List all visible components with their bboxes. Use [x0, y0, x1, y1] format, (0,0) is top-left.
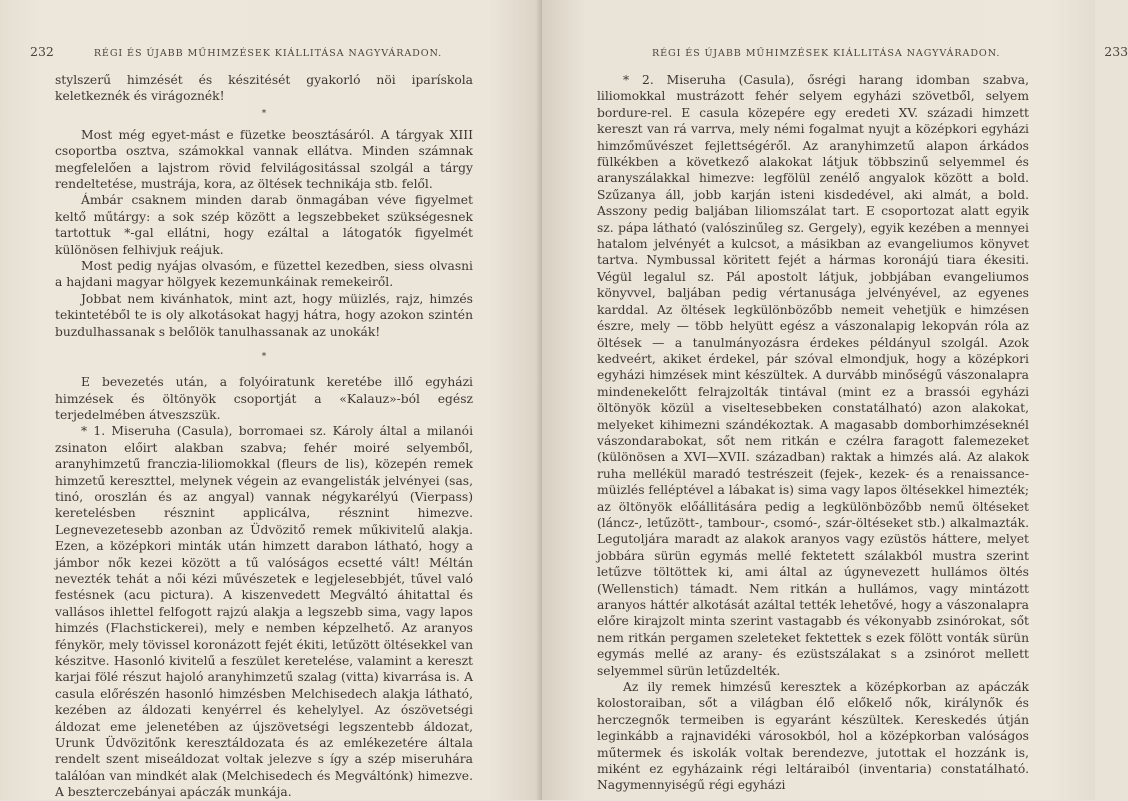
right-page-number: 233: [1104, 44, 1128, 59]
paragraph: Most még egyet-mást e füzetke beosztásáról. A tárgyak XIII csoportba osztva, számokkal vannak ellátva. Minden számnak megfelelően a lajstrom rövid felvilágositással szolgál a tárgy rendeltetése, mustrája, kora, az öltések technikája stb. felől.: [55, 127, 473, 192]
left-running-head-text: RÉGI ÉS ÚJABB MŰHIMZÉSEK KIÁLLITÁSA NAGYVÁRADON.: [93, 48, 443, 59]
right-running-head: [652, 44, 1128, 59]
paragraph: Most pedig nyájas olvasóm, e füzettel kezedben, siess olvasni a hajdani magyar hölgyek kezemunkáinak remekeiről.: [55, 259, 473, 290]
paragraph: * 1. Miseruha (Casula), borromaei sz. Károly által a milanói zsinaton előirt alakban szabva; fehér moiré selyemből, aranyhimzetű franczia-liliomokkal (fleurs de lis), közepén remek himzetű kereszttel, melynek végein az evangelisták jelvényei (sas, tinó, oroszlán és az angyal) vannak négykarélyú (Vierpass) keretelésben résznint applicálva, résznint himezve. Legnevezetesebb azonban az Üdvözitő remek műkivitelű alakja. Ezen, a középkori minták után himzett darabon látható, hogy a jámbor nők kezei között a tű valóságos ecsetté vált! Méltán nevezték tehát a női kézi művészetek e legjelesebbjét, tűvel való festésnek (acu pictura). A kiszenvedett Megváltó áhitattal és vallásos ihlettel felfogott rajzú alakja a legszebb sima, vagy lapos himzés (Flachstickerei), mely e nemben képzelhető. Az aranyos fénykör, mely tövissel koronázott fejét ékiti, letűzött öltésekkel van készitve. Hasonló kivitelű a feszület keretelése, valamint a kereszt karjai fölé részut hajoló aranyhimzetű szalag (vitta) kivarrása is. A casula előrészén hasonló himzésben Melchisedech alakja látható, kezében az áldozati kenyérrel és kehelylyel. Az ószövetségi áldozat eme jelenetében az újszövetségi legszentebb áldozat, Urunk Üdvözitőnk keresztáldozata és az emlékezetére általa rendelt szent miseáldozat voltak jelezve s így a szép miseruhára találóan van mindkét alak (Melchisedech és Megváltónk) himezve. A beszterczebányai apáczák munkája.: [55, 424, 473, 800]
right-running-head-text: RÉGI ÉS ÚJABB MŰHIMZÉSEK KIÁLLITÁSA NAGYVÁRADON.: [652, 48, 1001, 59]
paragraph: Az ily remek himzésű keresztek a középkorban az apáczák kolostoraiban, sőt a világban élő előkelő nők, királynők és herczegnők termeiben is egyaránt készültek. Kereskedés útján leginkább a rajnavidéki városokból, hol a középkorban valóságos műtermek és iskolák voltak berendezve, jutottak el hozzánk is, miként ez egyházaink régi leltáraiból (inventaria) constatálható. Nagymennyiségű régi egyházi: [597, 680, 1029, 793]
section-asterisk: *: [261, 352, 267, 363]
left-page: [0, 0, 542, 800]
left-running-head: [30, 44, 442, 59]
left-page-body: [55, 72, 473, 801]
paragraph: Ámbár csaknem minden darab önmagában véve figyelmet keltő műtárgy: a sok szép között a legszebbeket szükségesnek tartottuk *-gal ellátni, hogy ezáltal a látogatók figyelmét különösen felhivjuk reájuk.: [55, 193, 473, 257]
right-page: [542, 0, 1128, 800]
left-page-number: 232: [30, 44, 54, 59]
right-page-body: [597, 72, 1029, 794]
paragraph: stylszerű himzését és készitését gyakorló nöi iparískola keletkeznék és virágoznék!: [55, 73, 473, 104]
paragraph: * 2. Miseruha (Casula), ősrégi harang idomban szabva, liliomokkal mustrázott fehér selyem egyházi szövetből, selyem bordure-rel. E casula közepére egy eredeti XV. századi himzett kereszt van rá varrva, mely némi fogalmat nyujt a középkori egyházi himzőművészet fejlettségéről. Az aranyhimzetű alapon árkádos fülkékben a következő alakokat látjuk többszinű selyemmel és aranyszálakkal himezve: legfölül zenélő angyalok között a bold. Szűzanya áll, jobb karján isteni kisdedével, aki almát, a bold. Asszony pedig baljában liliomszálat tart. E csoportozat alatt egyik sz. pápa látható (valószinűleg sz. Gergely), egyik kezében a mennyei hatalom jelvényét a kulcsot, a másikban az evangeliumos könyvet tartva. Nymbussal köritett fejét a hármas koronájú tiara ékesiti. Végül legalul sz. Pál apostolt látjuk, jobbjában evangeliumos könyvvel, baljában pedig vértanusága jelvényével, az egyenes karddal. Az öltések legkülönbözőbb nemeit vehetjük e himzésen észre, mely — több helyütt egész a vászonalapig lekopván róla az öltések — a tanulmányozásra érdekes példányul szolgál. Azok kedveért, akiket érdekel, pár szóval elmondjuk, hogy a középkori egyházi himzések mint készültek. A durvább minőségű vászonalapra mindenekelőtt felrajzolták tintával (mint ez a brassói egyházi öltönyök közül a viseltesebbeken constatálható) azon alakokat, melyeket kihimezni szándékoztak. A magasabb domborhimzéseknél vászondarabokat, sőt nem ritkán e czélra faragott falemezeket (különösen a XVI—XVII. században) raktak a himzés alá. Az alakok ruha mellékül maradó testrészeit (fejek-, kezek- és a renaissance-müizlés felléptével a lábakat is) sima vagy lapos öltésekkel himezték; az öltönyök előállitására pedig a legkülönbözőbb nemű öltéseket (láncz-, letűzött-, tambour-, csomó-, szár-öltéseket stb.) alkalmazták. Legutoljára maradt az alakok aranyos vagy ezüstös háttere, melyet jobbára sürün egymás mellé fektetett szálakból mustra szerint letűzve töltöttek ki, ami által az úgynevezett hullámos öltés (Wellenstich) támadt. Nem ritkán a hullámos, vagy mintázott aranyos háttér alkotását azáltal tették lehetővé, hogy a vászonalapra előre kirajzolt minta szerint vastagabb és vékonyabb zsinórokat, sőt nem ritkán pergamen szeleteket fektettek s ezek fölött vonták sürün egymás mellé az arany- és ezüstszálakat s a zsinórot mellett selyemmel sürün letűzdelték.: [597, 73, 1029, 678]
section-asterisk: *: [261, 108, 267, 119]
paragraph: Jobbat nem kivánhatok, mint azt, hogy müizlés, rajz, himzés tekintetéből te is oly alkotásokat hagyj hátra, hogy azokon szintén buzdulhassanak s belőlök tanulhassanak az unokák!: [55, 291, 473, 339]
paragraph: E bevezetés után, a folyóiratunk keretébe illő egyházi himzések és öltönyök csoportját a «Kalauz»-ból egész terjedelmében átveszszük.: [55, 375, 473, 422]
